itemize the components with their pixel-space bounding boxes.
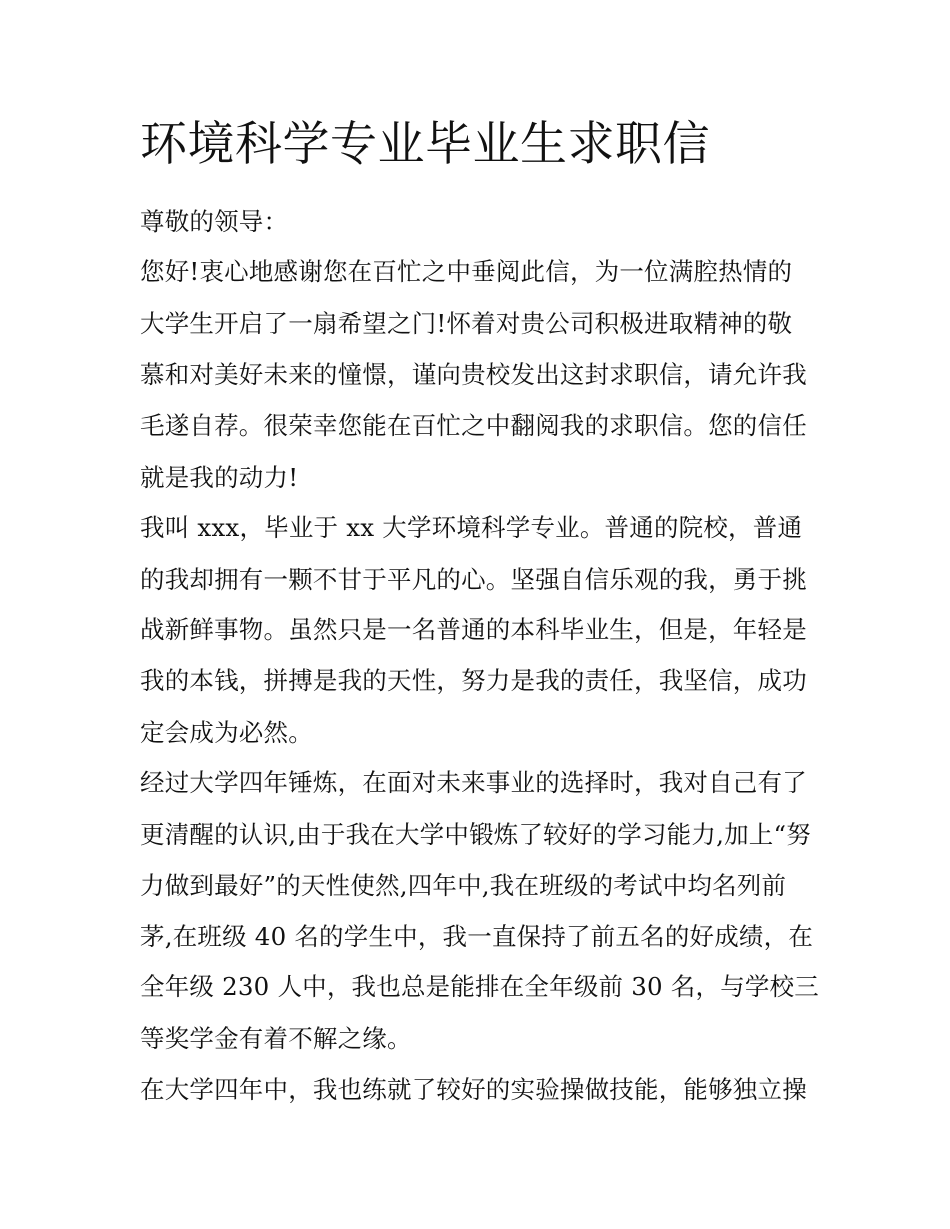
body-text-line: 茅,在班级 40 名的学生中，我一直保持了前五名的好成绩，在 (140, 922, 814, 951)
body-text-line: 您好!衷心地感谢您在百忙之中垂阅此信，为一位满腔热情的 (140, 257, 793, 286)
body-text-line: 在大学四年中，我也练就了较好的实验操做技能，能够独立操 (140, 1075, 807, 1104)
body-text-line: 战新鲜事物。虽然只是一名普通的本科毕业生，但是，年轻是 (140, 615, 807, 644)
document-title: 环境科学专业毕业生求职信 (140, 117, 710, 172)
body-text-line: 全年级 230 人中，我也总是能排在全年级前 30 名，与学校三 (140, 972, 819, 1001)
body-text-line: 慕和对美好未来的憧憬，谨向贵校发出这封求职信，请允许我 (140, 360, 807, 389)
salutation-line: 尊敬的领导： (140, 207, 289, 236)
body-text-line: 就是我的动力! (140, 463, 299, 492)
body-text-line: 我叫 xxx，毕业于 xx 大学环境科学专业。普通的院校，普通 (140, 513, 803, 542)
body-text-line: 力做到最好”的天性使然,四年中,我在班级的考试中均名列前 (140, 871, 787, 900)
body-text-line: 经过大学四年锤炼，在面对未来事业的选择时，我对自己有了 (140, 768, 807, 797)
body-text-line: 等奖学金有着不解之缘。 (140, 1024, 412, 1053)
body-text-line: 毛遂自荐。很荣幸您能在百忙之中翻阅我的求职信。您的信任 (140, 411, 807, 440)
body-text-line: 定会成为必然。 (140, 718, 313, 747)
body-text-line: 的我却拥有一颗不甘于平凡的心。坚强自信乐观的我，勇于挑 (140, 565, 807, 594)
body-text-line: 我的本钱，拼搏是我的天性，努力是我的责任，我坚信，成功 (140, 666, 807, 695)
body-text-line: 大学生开启了一扇希望之门!怀着对贵公司积极进取精神的敬 (140, 309, 793, 338)
body-text-line: 更清醒的认识,由于我在大学中锻炼了较好的学习能力,加上“努 (140, 820, 811, 849)
